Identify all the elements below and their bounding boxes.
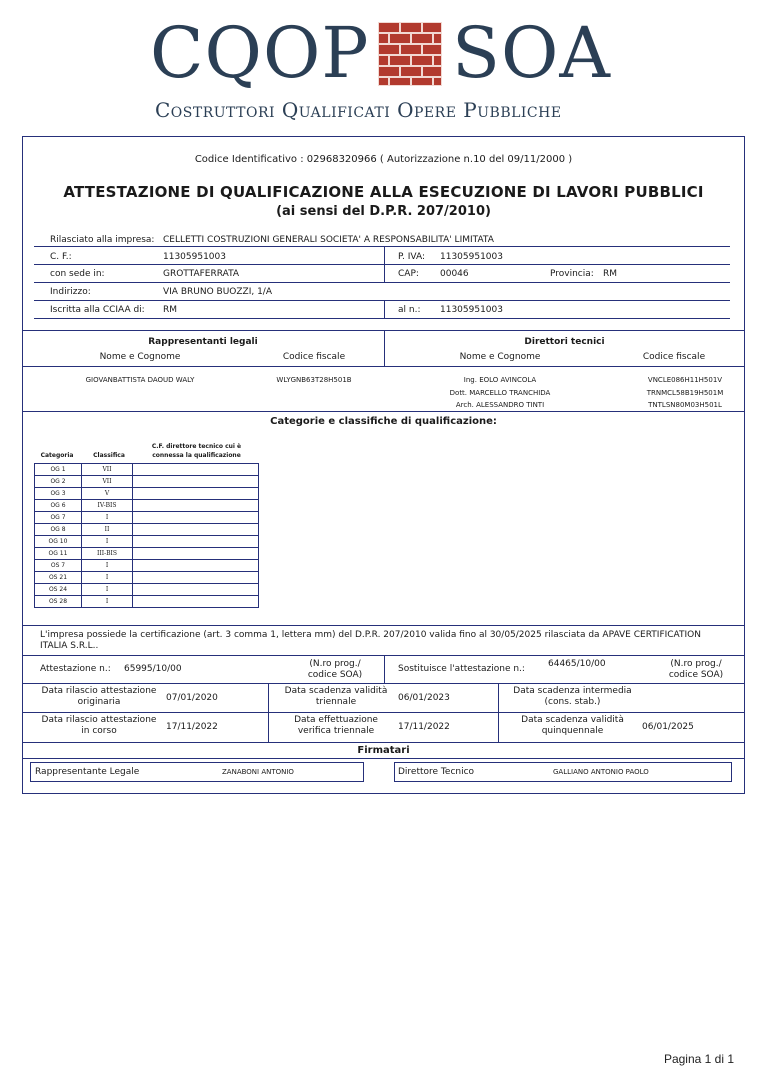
rappresentanti-heading: Rappresentanti legali	[148, 337, 258, 347]
indirizzo-label: Indirizzo:	[50, 287, 91, 297]
scad-quinq-l1: Data scadenza validità	[521, 715, 624, 725]
table-row: OG 10 I	[35, 536, 259, 548]
scad-interm-l1: Data scadenza intermedia	[513, 686, 632, 696]
rapp-col-cf: Codice fiscale	[282, 352, 346, 362]
dir-row-name: Dott. MARCELLO TRANCHIDA	[449, 389, 551, 397]
nprog-line1: (N.ro prog./	[309, 659, 361, 669]
certificazione-line1: L'impresa possiede la certificazione (art. 3 comma 1, lettera mm) del D.P.R. 207/2010 valida fino al 30/05/2025 rilasciata da APAVE CERTIFICATION	[40, 630, 701, 640]
divider	[384, 246, 385, 282]
cf-value: 11305951003	[163, 252, 226, 262]
rilascio-corso-value: 17/11/2022	[166, 722, 218, 732]
dir-row-cf: TRNMCL58B19H501M	[646, 389, 724, 397]
rilascio-orig-l1: Data rilascio attestazione	[41, 686, 157, 696]
cap-value: 00046	[440, 269, 469, 279]
rilasciato-label: Rilasciato alla impresa:	[50, 235, 155, 245]
cf-label: C. F.:	[50, 252, 72, 262]
rapp-row-name: GIOVANBATTISTA DAOUD WALY	[85, 376, 195, 384]
brick-wall-icon	[378, 22, 442, 86]
scad-quinq-l2: quinquennale	[541, 726, 604, 736]
divider	[498, 683, 499, 742]
logo-subtitle: Costruttori Qualificati Opere Pubbliche	[155, 98, 562, 122]
divider	[34, 318, 730, 319]
dt-value: GALLIANO ANTONIO PAOLO	[553, 768, 649, 776]
cciaa-value: RM	[163, 305, 178, 315]
divider	[22, 411, 745, 412]
dir-col-cf: Codice fiscale	[642, 352, 706, 362]
table-row: OG 8 II	[35, 524, 259, 536]
scad-interm-l2: (cons. stab.)	[544, 697, 601, 707]
divider	[34, 246, 730, 247]
divider	[34, 282, 730, 283]
table-row: OG 3 V	[35, 488, 259, 500]
rilascio-corso-l2: in corso	[81, 726, 117, 736]
provincia-value: RM	[603, 269, 618, 279]
rl-value: ZANABONI ANTONIO	[222, 768, 294, 776]
scad-trien-value: 06/01/2023	[398, 693, 450, 703]
divider	[22, 625, 745, 626]
sede-label: con sede in:	[50, 269, 105, 279]
cap-label: CAP:	[398, 269, 419, 279]
table-row: OS 24 I	[35, 584, 259, 596]
piva-value: 11305951003	[440, 252, 503, 262]
sostituisce-label: Sostituisce l'attestazione n.:	[398, 664, 525, 674]
rapp-col-name: Nome e Cognome	[99, 352, 181, 362]
divider	[384, 655, 385, 683]
col-classifica: Classifica	[93, 452, 125, 459]
cciaa-label: Iscritta alla CCIAA di:	[50, 305, 145, 315]
rapp-row-cf: WLYGNB63T28H501B	[276, 376, 352, 384]
table-row: OS 28 I	[35, 596, 259, 608]
logo-left-text: CQOP	[150, 12, 370, 94]
col-categoria: Categoria	[40, 452, 74, 459]
firmatari-heading: Firmatari	[357, 745, 410, 756]
divider	[22, 712, 745, 713]
verifica-l2: verifica triennale	[297, 726, 375, 736]
dir-col-name: Nome e Cognome	[459, 352, 541, 362]
verifica-value: 17/11/2022	[398, 722, 450, 732]
certificazione-line2: ITALIA S.R.L..	[40, 641, 99, 651]
nprog2-line2: codice SOA)	[668, 670, 724, 680]
divider	[384, 300, 385, 318]
dt-label: Direttore Tecnico	[398, 767, 475, 777]
dir-row-name: Ing. EOLO AVINCOLA	[463, 376, 537, 384]
rilascio-corso-l1: Data rilascio attestazione	[41, 715, 157, 725]
divider	[22, 742, 745, 743]
table-row: OS 7 I	[35, 560, 259, 572]
divider	[34, 300, 730, 301]
piva-label: P. IVA:	[398, 252, 426, 262]
table-row: OG 2 VII	[35, 476, 259, 488]
rilascio-orig-value: 07/01/2020	[166, 693, 218, 703]
dir-row-cf: VNCLE086H11H501V	[647, 376, 723, 384]
table-row: OG 1 VII	[35, 464, 259, 476]
direttori-heading: Direttori tecnici	[524, 337, 605, 347]
divider	[268, 683, 269, 742]
company-name: CELLETTI COSTRUZIONI GENERALI SOCIETA' A RESPONSABILITA' LIMITATA	[163, 235, 494, 245]
document-title: ATTESTAZIONE DI QUALIFICAZIONE ALLA ESECUZIONE DI LAVORI PUBBLICI	[63, 183, 704, 201]
logo-right-text: SOA	[452, 12, 611, 94]
document-subtitle: (ai sensi del D.P.R. 207/2010)	[276, 204, 491, 219]
indirizzo-value: VIA BRUNO BUOZZI, 1/A	[163, 287, 272, 297]
aln-label: al n.:	[398, 305, 421, 315]
table-row: OS 21 I	[35, 572, 259, 584]
rl-label: Rappresentante Legale	[35, 767, 140, 777]
page-number: Pagina 1 di 1	[663, 1052, 734, 1066]
dir-row-name: Arch. ALESSANDRO TINTI	[455, 401, 545, 409]
categorie-table	[34, 463, 259, 608]
sostituisce-value: 64465/10/00	[548, 659, 606, 669]
divider	[34, 264, 730, 265]
cqop-soa-logo	[150, 14, 620, 126]
nprog-line2: codice SOA)	[307, 670, 363, 680]
divider	[22, 683, 745, 684]
divider	[22, 758, 745, 759]
col-cf-line2: connessa la qualificazione	[152, 452, 241, 459]
codice-identificativo: Codice Identificativo : 02968320966 ( Autorizzazione n.10 del 09/11/2000 )	[194, 154, 573, 165]
provincia-label: Provincia:	[550, 269, 594, 279]
divider	[384, 330, 385, 366]
aln-value: 11305951003	[440, 305, 503, 315]
categorie-heading: Categorie e classifiche di qualificazione:	[270, 416, 497, 427]
attestazione-value: 65995/10/00	[124, 664, 182, 674]
col-cf-line1: C.F. direttore tecnico cui è	[151, 443, 242, 450]
table-row: OG 11 III-BIS	[35, 548, 259, 560]
rilascio-orig-l2: originaria	[77, 697, 121, 707]
scad-trien-l2: triennale	[315, 697, 357, 707]
scad-trien-l1: Data scadenza validità	[284, 686, 388, 696]
divider	[22, 366, 745, 367]
table-row: OG 6 IV-BIS	[35, 500, 259, 512]
dir-row-cf: TNTLSN80M03H501L	[648, 401, 722, 409]
nprog2-line1: (N.ro prog./	[670, 659, 722, 669]
attestazione-label: Attestazione n.:	[40, 664, 111, 674]
table-row: OG 7 I	[35, 512, 259, 524]
sede-value: GROTTAFERRATA	[163, 269, 240, 279]
verifica-l1: Data effettuazione	[294, 715, 378, 725]
scad-quinq-value: 06/01/2025	[642, 722, 694, 732]
